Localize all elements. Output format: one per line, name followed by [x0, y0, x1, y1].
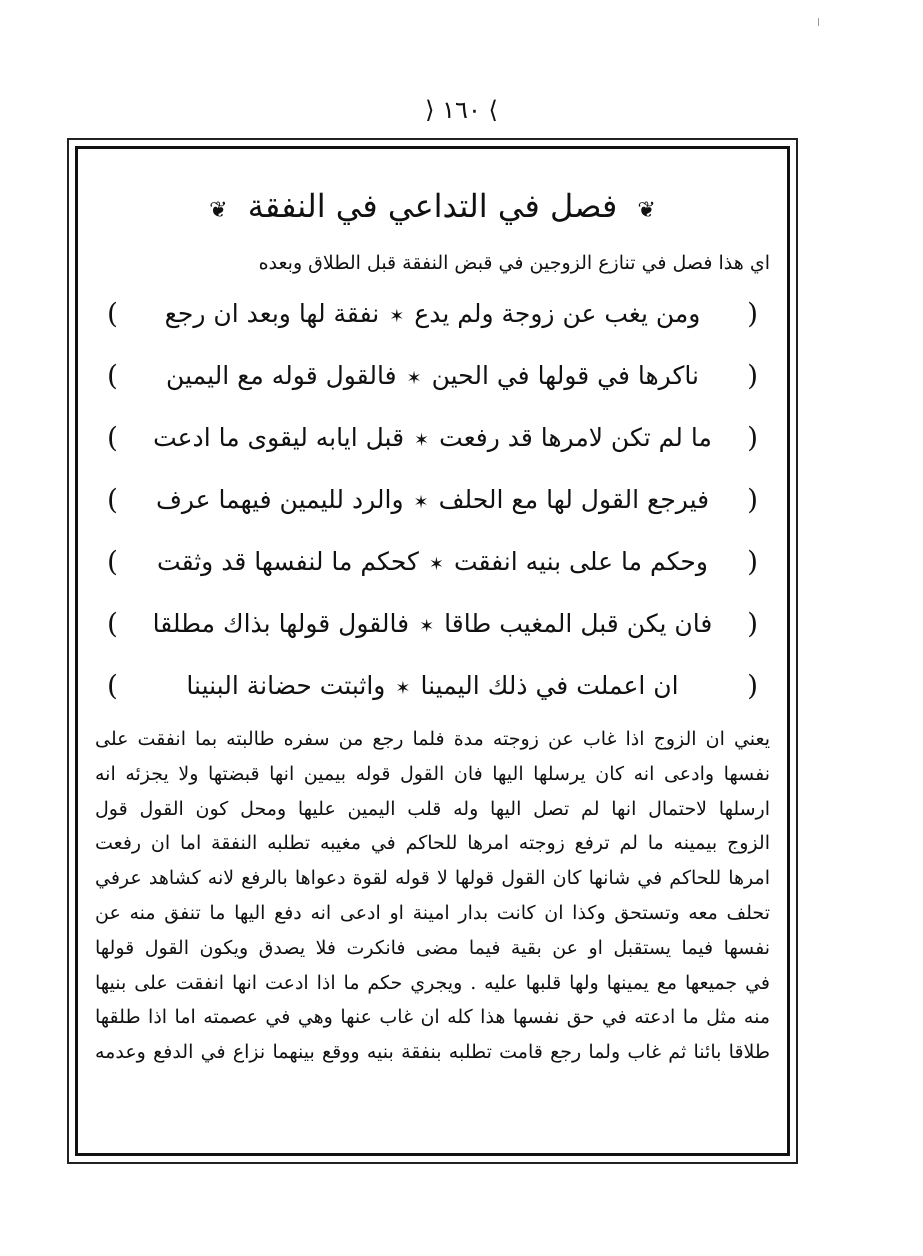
paren-close: ) [107, 668, 118, 702]
verse-line [95, 530, 770, 592]
page-content [95, 160, 770, 1070]
verse-line [95, 654, 770, 716]
heading-ornament-left-icon: ❦ [209, 198, 228, 223]
verse-hemistich-left: والرد لليمين فيهما عرف [155, 484, 404, 514]
verse-line [95, 468, 770, 530]
paren-open: ( [747, 358, 758, 392]
section-subtitle: اي هذا فصل في تنازع الزوجين في قبض النفقة قبل الطلاق وبعده [258, 252, 770, 274]
page-number [0, 96, 923, 124]
paren-open: ( [747, 296, 758, 330]
commentary-line: امرها للحاكم في شانها كان القول قولها لا قوله لقوة دعواها بالرفع لانه كشاهد عرفي [95, 867, 770, 890]
star-icon: ✶ [428, 553, 444, 575]
commentary [95, 722, 770, 1070]
verse-hemistich-left: واثبتت حضانة البنينا [186, 670, 386, 700]
paren-close: ) [107, 482, 118, 516]
page-number-value: ١٦٠ [442, 96, 481, 124]
verse-body [118, 485, 747, 514]
verse-hemistich-right: ما لم تكن لامرها قد رفعت [439, 422, 712, 452]
paren-open: ( [747, 482, 758, 516]
verse-hemistich-right: ناكرها في قولها في الحين [431, 360, 699, 390]
verse-hemistich-left: فالقول قولها بذاك مطلقا [152, 608, 410, 638]
paren-open: ( [747, 544, 758, 578]
star-icon: ✶ [389, 305, 405, 327]
commentary-line: يعني ان الزوج اذا غاب عن زوجته مدة فلما رجع من سفره طالبته بما انفقت على [95, 728, 770, 750]
verse-line [95, 344, 770, 406]
commentary-line: ارسلها لاحتمال انها لم تصل اليها وله قلب اليمين عليها ومحل كون القول قول [95, 797, 770, 820]
verse-body [118, 299, 747, 328]
commentary-line: الزوج بيمينه ما لم ترفع زوجته امرها للحاكم في مغيبه تطلبه النفقة اما ان رفعت [95, 832, 770, 855]
page-number-ornament-right: ⟩ [488, 96, 498, 124]
paren-close: ) [107, 296, 118, 330]
commentary-line: في جميعها مع يمينها ولها قلبها عليه . ويجري حكم ما اذا ادعت انها انفقت على بنيها [95, 971, 770, 994]
commentary-line: منه مثل ما ادعته في حق نفسها هذا كله ان غاب عنها وهي في عصمته اما اذا طلقها [95, 1006, 770, 1029]
star-icon: ✶ [406, 367, 422, 389]
verse-body [118, 547, 747, 576]
paren-open: ( [747, 606, 758, 640]
page-number-ornament-left: ⟨ [425, 96, 435, 124]
star-icon: ✶ [413, 491, 429, 513]
paren-close: ) [107, 544, 118, 578]
heading-title: فصل في التداعي في النفقة [247, 187, 618, 225]
paren-close: ) [107, 420, 118, 454]
verse-line [95, 282, 770, 344]
verse-hemistich-right: ان اعملت في ذلك اليمينا [420, 670, 679, 700]
verse-body [118, 609, 747, 638]
heading-ornament-right-icon: ❦ [637, 198, 656, 223]
verse-list [95, 282, 770, 716]
star-icon: ✶ [414, 429, 430, 451]
verse-hemistich-left: فالقول قوله مع اليمين [166, 360, 397, 390]
verse-hemistich-right: وحكم ما على بنيه انفقت [453, 546, 708, 576]
star-icon: ✶ [395, 677, 411, 699]
verse-hemistich-right: ومن يغب عن زوجة ولم يدع [414, 298, 701, 328]
paren-close: ) [107, 358, 118, 392]
verse-line [95, 406, 770, 468]
verse-line [95, 592, 770, 654]
section-heading [95, 178, 770, 234]
paren-open: ( [747, 668, 758, 702]
verse-hemistich-right: فان يكن قبل المغيب طاقا [444, 608, 713, 638]
verse-hemistich-left: نفقة لها وبعد ان رجع [164, 298, 380, 328]
star-icon: ✶ [419, 615, 435, 637]
verse-hemistich-right: فيرجع القول لها مع الحلف [438, 484, 710, 514]
verse-hemistich-left: قبل ايابه ليقوى ما ادعت [153, 422, 405, 452]
verse-body [118, 423, 747, 452]
verse-body [118, 361, 747, 390]
paren-close: ) [107, 606, 118, 640]
paren-open: ( [747, 420, 758, 454]
commentary-line: نفسها وادعى انه كان يرسلها اليها فان القول قوله بيمين انها قبضتها ولا يجزئه انه [95, 762, 770, 785]
verse-body [118, 671, 747, 700]
commentary-line: نفسها فيما يستقبل او عن بقية فيما مضى فانكرت فلا يصدق ويكون القول قولها [95, 936, 770, 959]
verse-hemistich-left: كحكم ما لنفسها قد وثقت [157, 546, 419, 576]
commentary-line: طلاقا بائنا ثم غاب ولما رجع قامت تطلبه بنفقة بنيه ووقع بينهما نزاع في الدفع وعدمه [95, 1041, 770, 1064]
commentary-line: تحلف معه وتستحق وكذا ان كانت بدار امينة او ادعى انه دفع اليها ما تنفق منه عن [95, 901, 770, 924]
corner-mark [818, 18, 819, 26]
